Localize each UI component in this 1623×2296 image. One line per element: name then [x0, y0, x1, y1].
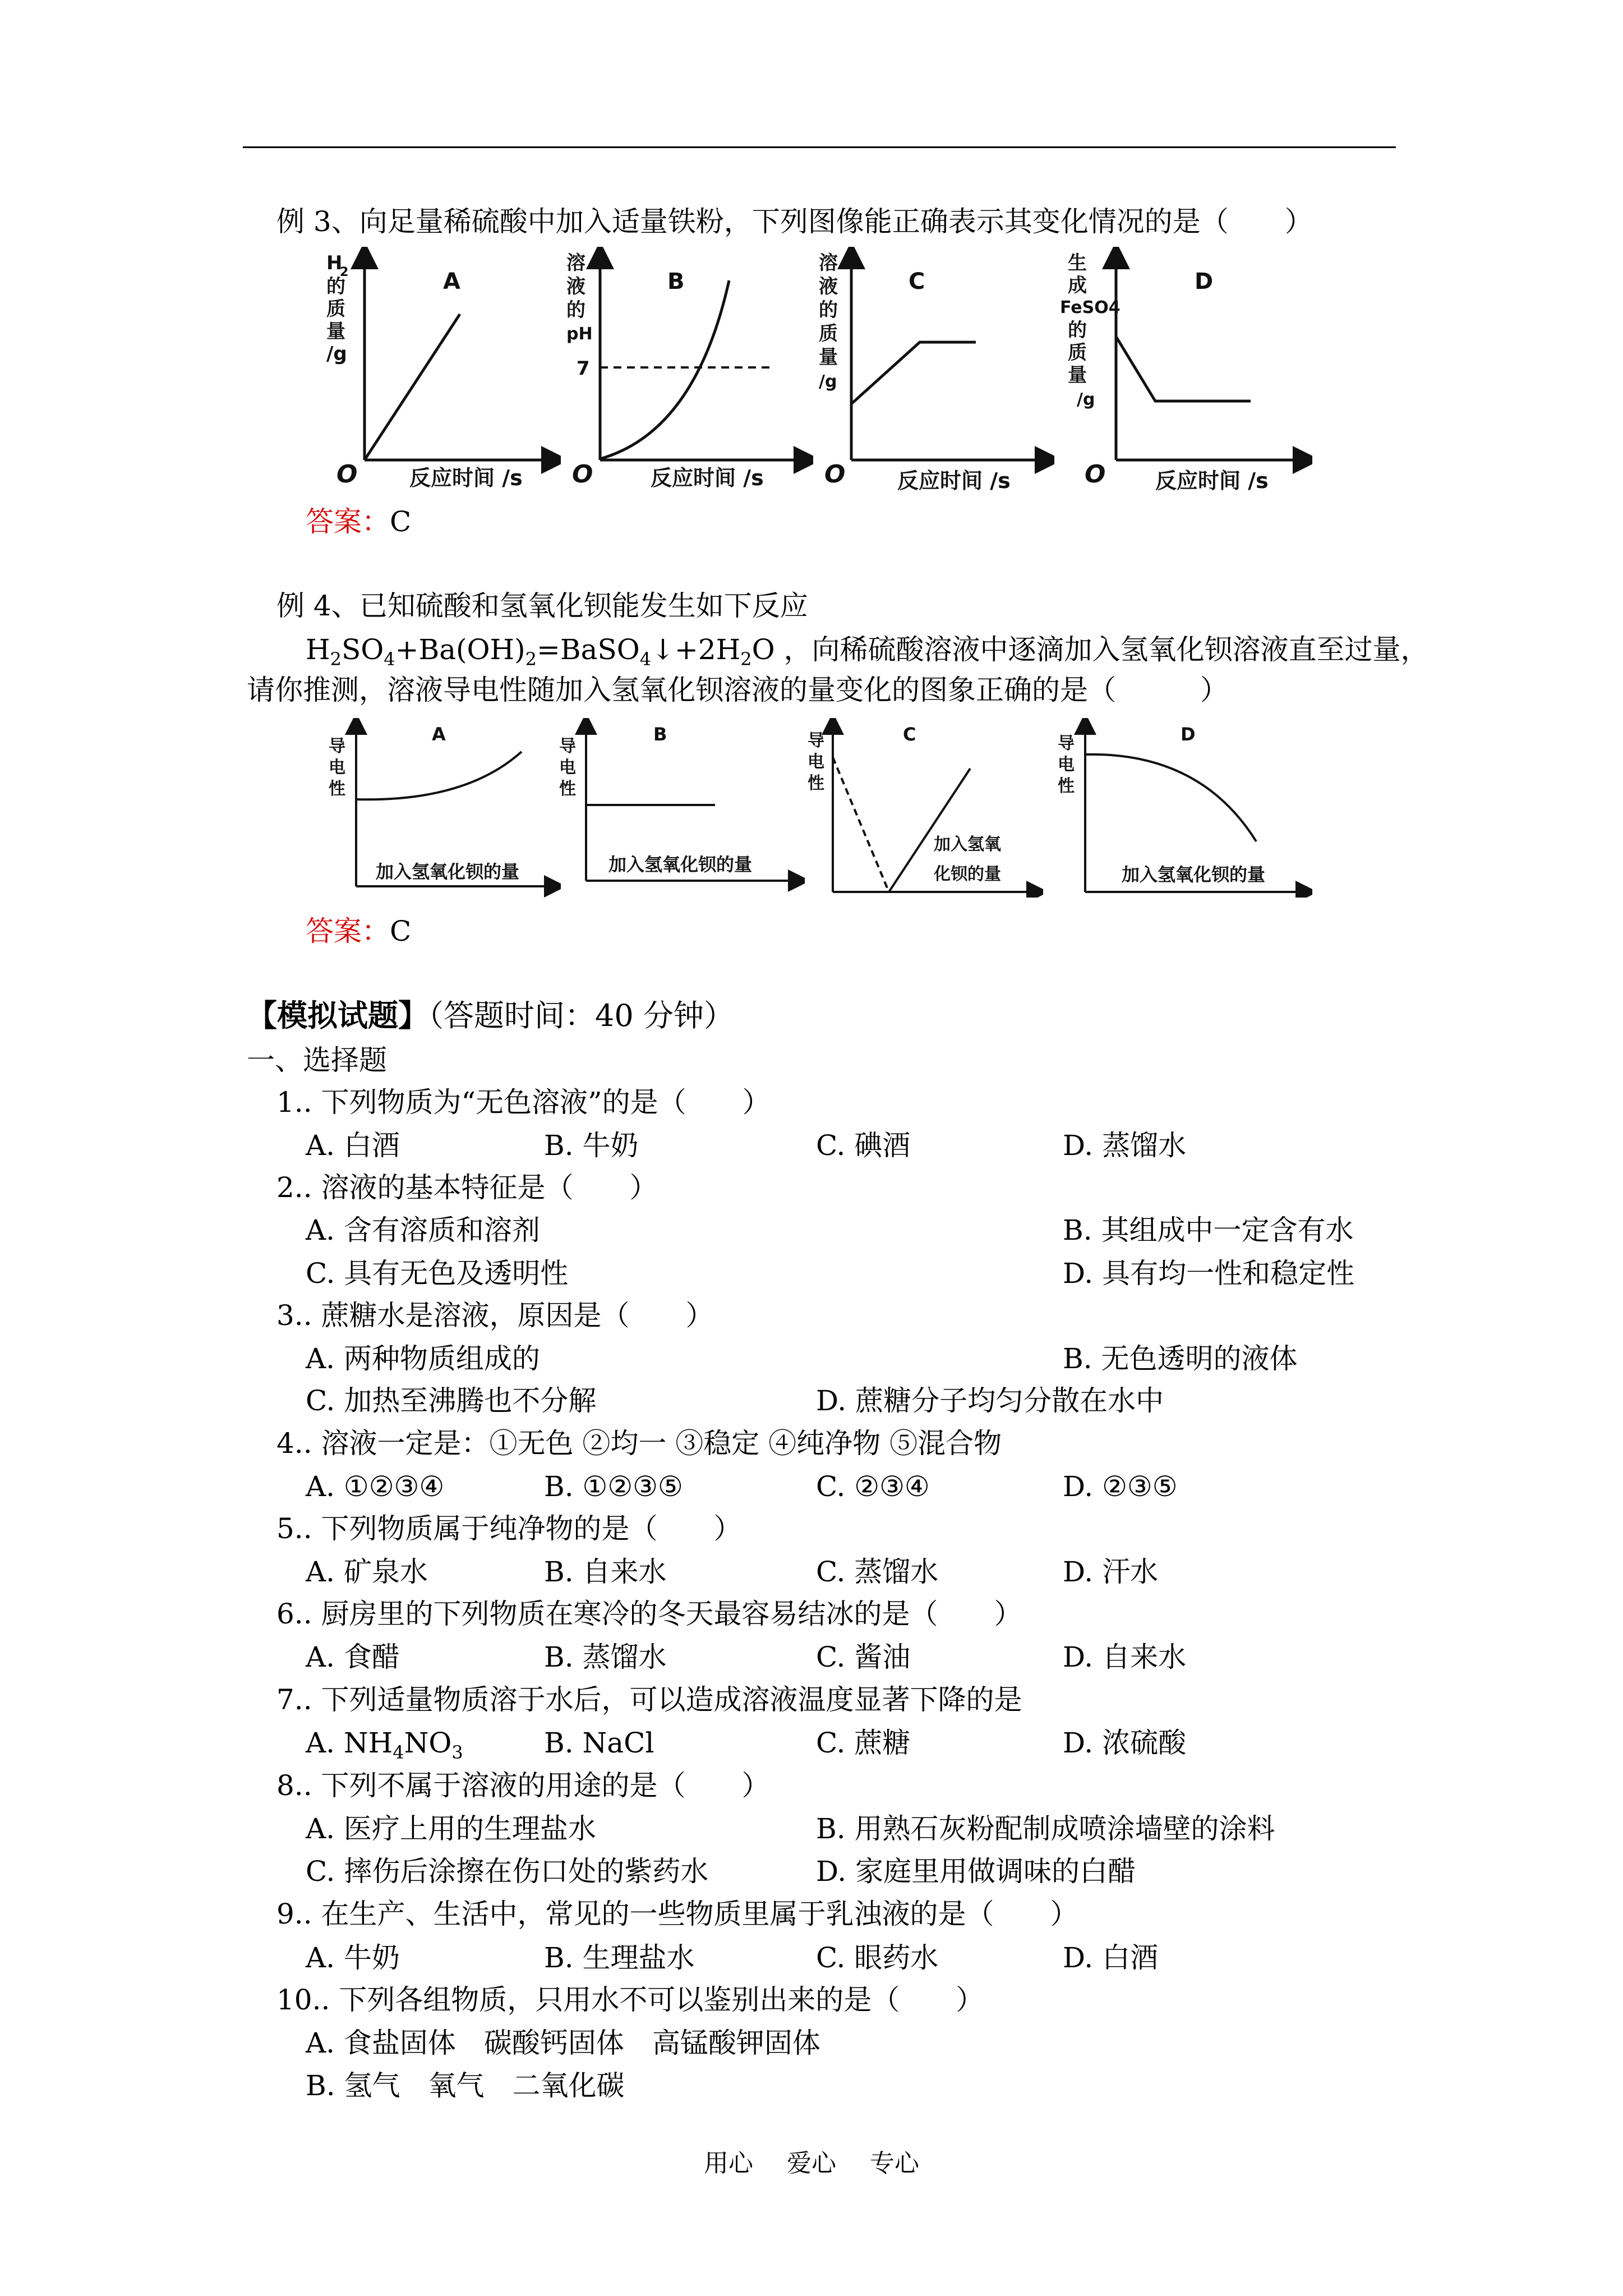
- q3-option-b: B. 无色透明的液体: [1063, 1342, 1298, 1375]
- ex4-c-down: [833, 757, 889, 892]
- ex3-answer-label: 答案：: [306, 505, 390, 538]
- page-footer: [0, 2143, 1623, 2179]
- q5-option-d: D. 汗水: [1063, 1556, 1159, 1588]
- ex3-b-tick-7: 7: [577, 357, 590, 380]
- ex3-graph-c: [819, 247, 1054, 499]
- ex3-d-ylabel-1: 成: [1068, 274, 1087, 297]
- q8-option-c: C. 摔伤后涂擦在伤口处的紫药水: [306, 1855, 709, 1888]
- q4-option-c: C. ②③④: [816, 1470, 930, 1503]
- section-subtitle: （答题时间：40 分钟）: [428, 998, 734, 1033]
- ex3-c-letter: C: [909, 269, 925, 295]
- ex4-d-letter: D: [1181, 724, 1196, 745]
- ex3-a-ylabel-1: 2: [340, 265, 349, 279]
- eq-a-sub: 2: [330, 648, 342, 670]
- q1-option-d: D. 蒸馏水: [1063, 1129, 1187, 1162]
- q8-option-b: B. 用熟石灰粉配制成喷涂墙壁的涂料: [816, 1812, 1275, 1845]
- ex4-d-ylabel-1: 电: [1058, 755, 1075, 775]
- ex3-d-letter: D: [1195, 269, 1214, 295]
- ex4-answer-value: C: [390, 915, 412, 947]
- ex4-graph-a: [325, 718, 561, 898]
- eq-c: +Ba(OH): [395, 633, 525, 666]
- q6-option-a: A. 食醋: [306, 1641, 400, 1673]
- q7-stem: 7.. 下列适量物质溶于水后，可以造成溶液温度显著下降的是: [276, 1683, 1022, 1716]
- eq-f: O ，向稀硫酸溶液中逐滴加入氢氧化钡溶液直至过量，: [751, 633, 1429, 666]
- ex3-d-curve: [1116, 337, 1251, 401]
- footer-item-2: 专心: [870, 2149, 919, 2178]
- eq-b-sub: 4: [384, 648, 395, 670]
- ex4-b-ylabel-0: 导: [559, 737, 576, 756]
- ex3-d-ylabel-3: 的: [1068, 319, 1087, 342]
- part-heading: 一、选择题: [247, 1044, 387, 1076]
- q10-stem: 10.. 下列各组物质，只用水不可以鉴别出来的是（ ）: [276, 1984, 984, 2016]
- ex4-question: 例 4、已知硫酸和氢氧化钡能发生如下反应: [276, 590, 808, 622]
- q1-option-a: A. 白酒: [306, 1129, 400, 1162]
- ex3-c-ylabel-5: /g: [819, 372, 837, 392]
- ex3-d-ylabel-2: FeSO4: [1060, 298, 1121, 318]
- ex3-c-xlabel: 反应时间 /s: [897, 468, 1011, 493]
- ex3-a-origin: O: [336, 460, 358, 489]
- q5-stem: 5.. 下列物质属于纯净物的是（ ）: [276, 1512, 742, 1545]
- ex4-answer-label: 答案：: [306, 915, 390, 947]
- ex4-d-curve: [1085, 754, 1256, 841]
- ex4-c-ylabel-2: 性: [808, 774, 824, 793]
- ex3-question: 例 3、向足量稀硫酸中加入适量铁粉，下列图像能正确表示其变化情况的是（ ）: [276, 205, 1313, 238]
- q2-option-a: A. 含有溶质和溶剂: [306, 1214, 540, 1246]
- ex4-a-ylabel-2: 性: [329, 779, 345, 799]
- ex3-c-ylabel-3: 质: [819, 323, 838, 345]
- q7-option-c: C. 蔗糖: [816, 1727, 911, 1759]
- ex4-c-xlabel-1: 加入氢氧: [934, 835, 1001, 854]
- ex3-a-ylabel-0: H: [326, 252, 343, 274]
- q2-option-d: D. 具有均一性和稳定性: [1063, 1257, 1355, 1290]
- q3-stem: 3.. 蔗糖水是溶液，原因是（ ）: [276, 1299, 714, 1332]
- ex3-a-ylabel-2: 的: [326, 275, 345, 298]
- ex3-b-origin: O: [572, 460, 593, 489]
- q9-option-d: D. 白酒: [1063, 1941, 1159, 1974]
- ex4-c-xlabel-2: 化钡的量: [934, 864, 1001, 884]
- q10-option-b: B. 氢气 氧气 二氧化碳: [306, 2069, 625, 2102]
- q10-option-a: A. 食盐固体 碳酸钙固体 高锰酸钾固体: [306, 2027, 820, 2059]
- ex3-c-ylabel-0: 溶: [819, 252, 838, 274]
- eq-e: ↓+2H: [651, 633, 741, 666]
- ex3-answer: [306, 505, 411, 539]
- footer-item-1: 爱心: [787, 2149, 836, 2178]
- q1-option-b: B. 牛奶: [544, 1129, 639, 1162]
- ex3-a-ylabel-5: /g: [326, 343, 347, 365]
- q9-option-c: C. 眼药水: [816, 1941, 939, 1974]
- q3-option-c: C. 加热至沸腾也不分解: [306, 1384, 597, 1417]
- ex4-a-ylabel-0: 导: [329, 737, 345, 756]
- ex3-a-ylabel-4: 量: [326, 320, 345, 343]
- ex3-c-ylabel-2: 的: [819, 299, 838, 321]
- ex3-b-letter: B: [667, 269, 685, 295]
- ex3-d-ylabel-0: 生: [1068, 252, 1087, 274]
- ex3-d-ylabel-4: 质: [1068, 342, 1087, 364]
- q7-option-a: A. $NH_4NO_3$: [306, 1727, 463, 1763]
- q9-option-b: B. 生理盐水: [544, 1941, 695, 1974]
- ex4-b-xlabel: 加入氢氧化钡的量: [608, 854, 753, 875]
- ex4-graph-d: [1054, 718, 1312, 898]
- ex3-b-curve: [600, 280, 729, 459]
- ex4-a-letter: A: [432, 724, 446, 745]
- header-rule: [243, 146, 1396, 148]
- q4-option-a: A. ①②③④: [306, 1470, 445, 1503]
- ex3-b-ylabel-1: 液: [566, 275, 585, 298]
- q6-option-b: B. 蒸馏水: [544, 1641, 667, 1673]
- q1-option-c: C. 碘酒: [816, 1129, 911, 1162]
- q2-option-c: C. 具有无色及透明性: [306, 1257, 569, 1290]
- ex3-d-ylabel-5: 量: [1068, 364, 1087, 386]
- q6-option-c: C. 酱油: [816, 1641, 911, 1673]
- ex3-c-ylabel-1: 液: [819, 275, 838, 298]
- q5-option-a: A. 矿泉水: [306, 1556, 428, 1588]
- q5-option-c: C. 蒸馏水: [816, 1556, 939, 1588]
- ex4-a-curve: [356, 752, 522, 799]
- q4-option-b: B. ①②③⑤: [544, 1470, 683, 1503]
- eq-b: SO: [341, 633, 384, 666]
- ex3-graph-b: [566, 247, 813, 499]
- ex4-d-ylabel-0: 导: [1058, 734, 1075, 753]
- footer-item-0: 用心: [704, 2149, 753, 2178]
- ex3-a-curve: [365, 314, 460, 460]
- ex4-equation-line: [306, 633, 1429, 676]
- ex3-a-letter: A: [443, 269, 460, 295]
- ex3-c-curve: [851, 342, 976, 404]
- ex4-graph-c: [808, 718, 1043, 898]
- section-header: [247, 999, 734, 1033]
- ex4-b-ylabel-2: 性: [559, 779, 576, 799]
- q3-option-d: D. 蔗糖分子均匀分散在水中: [816, 1384, 1164, 1417]
- eq-c-sub: 2: [525, 648, 537, 670]
- ex3-d-origin: O: [1085, 460, 1106, 489]
- ex3-b-ylabel-3: pH: [566, 324, 593, 344]
- eq-a: H: [306, 633, 330, 666]
- q8-option-a: A. 医疗上用的生理盐水: [306, 1812, 596, 1845]
- ex4-d-ylabel-2: 性: [1058, 776, 1075, 796]
- ex4-c-letter: C: [903, 724, 916, 745]
- q8-option-d: D. 家庭里用做调味的白醋: [816, 1855, 1136, 1888]
- ex4-graph-b: [558, 718, 805, 898]
- ex3-c-origin: O: [824, 460, 846, 489]
- ex3-a-xlabel: 反应时间 /s: [409, 466, 523, 490]
- q6-option-d: D. 自来水: [1063, 1641, 1187, 1673]
- ex3-d-ylabel-6: /g: [1077, 390, 1095, 409]
- q2-option-b: B. 其组成中一定含有水: [1063, 1214, 1354, 1246]
- ex4-a-xlabel: 加入氢氧化钡的量: [376, 861, 520, 882]
- eq-d: =BaSO: [537, 633, 640, 666]
- ex3-answer-value: C: [390, 505, 412, 538]
- section-title: 【模拟试题】: [247, 997, 428, 1033]
- ex3-a-ylabel-3: 质: [326, 298, 345, 320]
- q3-option-a: A. 两种物质组成的: [306, 1342, 540, 1375]
- ex3-d-xlabel: 反应时间 /s: [1155, 468, 1269, 493]
- q7-option-d: D. 浓硫酸: [1063, 1727, 1187, 1759]
- ex3-c-ylabel-4: 量: [819, 346, 838, 369]
- eq-e-sub: 2: [740, 648, 752, 670]
- ex4-b-letter: B: [653, 724, 667, 745]
- eq-d-sub: 4: [639, 648, 652, 670]
- q7-option-b: B. NaCl: [544, 1727, 654, 1759]
- q4-option-d: D. ②③⑤: [1063, 1470, 1178, 1503]
- ex3-b-ylabel-0: 溶: [566, 252, 585, 274]
- q2-stem: 2.. 溶液的基本特征是（ ）: [276, 1171, 658, 1204]
- q6-stem: 6.. 厨房里的下列物质在寒冷的冬天最容易结冰的是（ ）: [276, 1598, 1022, 1630]
- ex3-graph-d: [1060, 247, 1312, 499]
- ex3-graph-a: [325, 247, 561, 499]
- q9-stem: 9.. 在生产、生活中，常见的一些物质里属于乳浊液的是（ ）: [276, 1898, 1078, 1930]
- ex4-c-ylabel-1: 电: [808, 752, 824, 772]
- ex3-b-ylabel-2: 的: [566, 299, 585, 321]
- ex3-b-xlabel: 反应时间 /s: [651, 466, 764, 490]
- ex4-answer: [306, 914, 411, 948]
- q9-option-a: A. 牛奶: [306, 1941, 400, 1974]
- q4-stem: 4.. 溶液一定是：①无色 ②均一 ③稳定 ④纯净物 ⑤混合物: [276, 1427, 1002, 1460]
- ex4-question-line3: 请你推测，溶液导电性随加入氢氧化钡溶液的量变化的图象正确的是（ ）: [247, 674, 1228, 706]
- ex4-c-ylabel-0: 导: [808, 731, 824, 751]
- ex4-b-ylabel-1: 电: [559, 758, 576, 777]
- q1-stem: 1.. 下列物质为“无色溶液”的是（ ）: [276, 1086, 771, 1119]
- ex4-a-ylabel-1: 电: [329, 758, 345, 777]
- ex4-d-xlabel: 加入氢氧化钡的量: [1122, 864, 1266, 885]
- q5-option-b: B. 自来水: [544, 1556, 667, 1588]
- q8-stem: 8.. 下列不属于溶液的用途的是（ ）: [276, 1769, 770, 1802]
